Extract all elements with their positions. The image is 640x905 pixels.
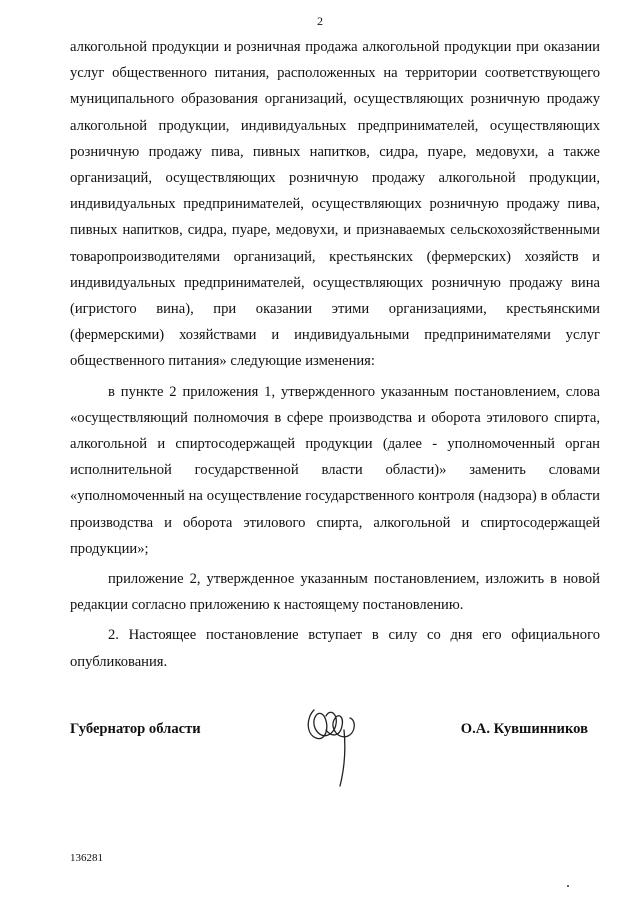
paragraph-item-appendix-2: приложение 2, утвержденное указанным постановлением, изложить в новой редакции согласно приложению к настоящему постановлению. xyxy=(70,571,600,614)
document-code: 136281 xyxy=(70,852,103,864)
paragraph-effective-date: 2. Настоящее постановление вступает в силу со дня его официального опубликования. xyxy=(70,627,600,670)
page-number: 2 xyxy=(317,14,323,28)
document-body xyxy=(70,34,600,675)
paragraph-item-appendix-1: в пункте 2 приложения 1, утвержденного указанным постановлением, слова «осуществляющий полномочия в сфере производства и оборота этилового спирта, алкогольной и спиртосодержащей продукции (далее - уполномоченный орган исполнительной государственной власти области)» заменить словами «уполномоченный на осуществление государственного контроля (надзора) в области производства и оборота этилового спирта, алкогольной и спиртосодержащей продукции»; xyxy=(70,383,600,557)
signatory-title: Губернатор области xyxy=(70,721,201,737)
signatory-name: О.А. Кувшинников xyxy=(460,721,588,737)
paragraph-continuation: алкогольной продукции и розничная продажа алкогольной продукции при оказании услуг общественного питания, расположенных на территории соответствующего муниципального образования организаций, осуществляющих розничную продажу алкогольной продукции, индивидуальных предпринимателей, осуществляющих розничную продажу пива, пивных напитков, сидра, пуаре, медовухи, а также организаций, осуществляющих розничную продажу алкогольной продукции, индивидуальных предпринимателей, осуществляющих розничную продажу пива, пивных напитков, сидра, пуаре, медовухи, и признаваемых сельскохозяйственными товаропроизводителями организаций, крестьянских (фермерских) хозяйств и индивидуальных предпринимателей, осуществляющих розничную продажу вина (игристого вина), при оказании этими организациями, крестьянскими (фермерскими) хозяйствами и индивидуальными предпринимателями услуг общественного питания» следующие изменения: xyxy=(70,39,600,370)
scan-mark xyxy=(567,885,569,887)
handwritten-signature xyxy=(300,690,370,800)
